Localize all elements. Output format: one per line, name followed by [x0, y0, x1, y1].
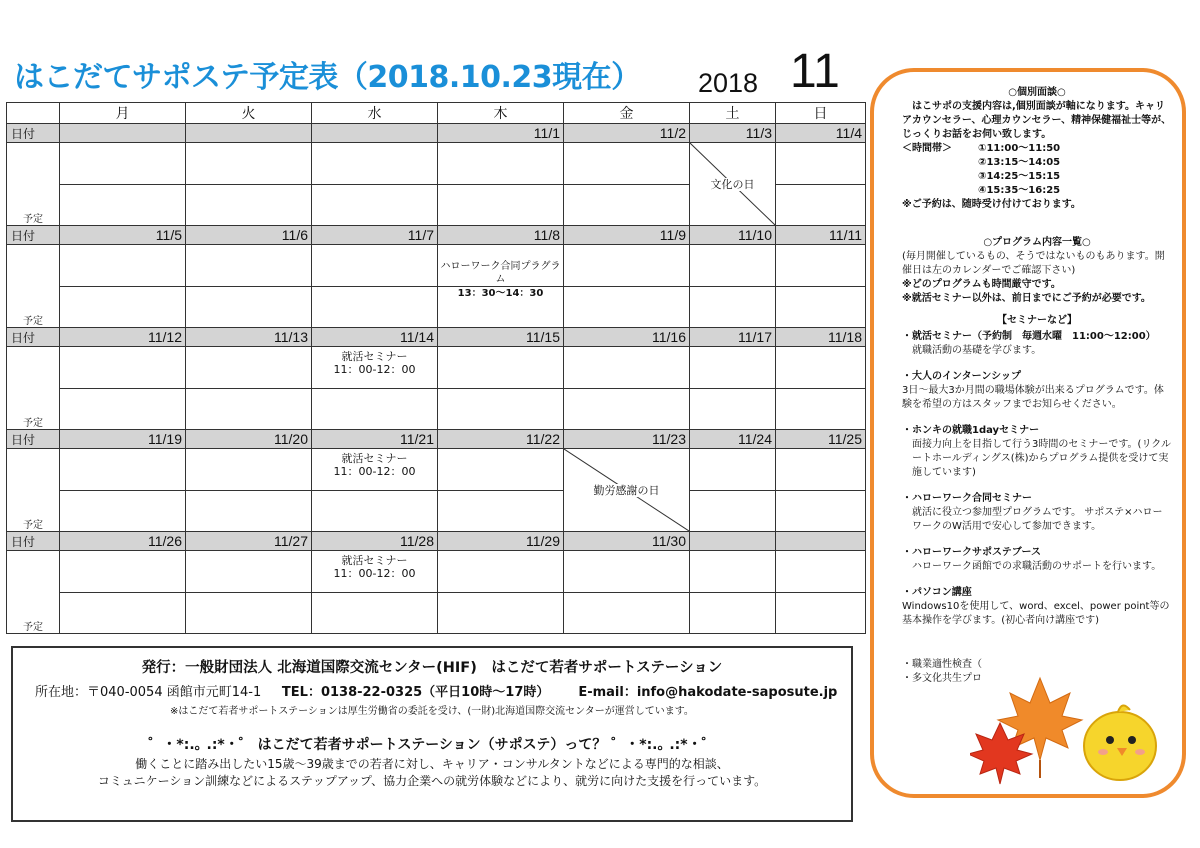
plan-cell-upper: [776, 551, 866, 593]
weekday-mon: 月: [60, 103, 186, 124]
date-sat: 11/17: [690, 328, 776, 347]
date-wed: [312, 124, 438, 143]
address: 所在地：〒040-0054 函館市元町14-1: [35, 685, 262, 700]
publisher-name: 発行：一般財団法人 北海道国際交流センター(HIF) はこだて若者サポートステーション: [141, 660, 723, 676]
plan-row: [7, 143, 866, 185]
program-item-desc: 就活に役立つ参加型プログラムです。 サポステ×ハローワークのW活用で安心して参加できます。: [912, 507, 1163, 532]
plan-cell-lower: [564, 389, 690, 430]
date-row: [7, 430, 866, 449]
contact-line: [35, 681, 837, 700]
plan-label: 予定: [7, 347, 60, 430]
plan-cell-upper: [186, 347, 312, 389]
plan-cell-lower: [186, 185, 312, 226]
date-fri: 11/16: [564, 328, 690, 347]
month-label: 11: [790, 45, 840, 98]
date-sat: 11/3: [690, 124, 776, 143]
program-item-name: ・就活セミナー（予約制 毎週水曜 11:00～12:00）: [902, 331, 1156, 342]
date-thu: 11/1: [438, 124, 564, 143]
plan-cell-lower: [564, 287, 690, 328]
date-row: [7, 124, 866, 143]
about-line-1: 働くことに踏み出したい15歳～39歳までの若者に対し、キャリア・コンサルタントなどによる専門的な相談、: [135, 757, 729, 771]
plan-row-lower: [7, 287, 866, 328]
date-sun: 11/11: [776, 226, 866, 245]
event-time: 11：00-12：00: [333, 465, 416, 478]
program-item-desc: 面接力向上を目指して行う3時間のセミナーです。(リクルートホールディングス(株)からプログラム提供を受けて実施しています): [912, 439, 1171, 478]
date-row: [7, 226, 866, 245]
program-item: [902, 370, 1172, 412]
plan-cell-upper: [60, 551, 186, 593]
plan-cell-upper: [690, 245, 776, 287]
plan-cell-upper: [438, 449, 564, 491]
page-title: はこだてサポステ予定表（2018.10.23現在）: [14, 60, 641, 95]
date-wed: 11/7: [312, 226, 438, 245]
plan-cell-upper: [438, 245, 564, 287]
event-time: 11：00-12：00: [333, 363, 416, 376]
seminar-heading: 【セミナーなど】: [997, 315, 1077, 326]
plan-cell-lower: [776, 389, 866, 430]
interview-title: ○個別面談○: [1008, 87, 1066, 98]
date-wed: 11/14: [312, 328, 438, 347]
program-title: ○プログラム内容一覧○: [983, 237, 1091, 248]
plan-row-lower: [7, 491, 866, 532]
aptitude-test-item: ・職業適性検査（: [902, 659, 982, 670]
plan-cell-upper: [564, 245, 690, 287]
date-thu: 11/29: [438, 532, 564, 551]
weekday-thu: 木: [438, 103, 564, 124]
publisher-info-box: [11, 646, 853, 822]
slot-4: ④15:35～16:25: [978, 185, 1061, 196]
plan-cell-lower: [438, 593, 564, 634]
program-item: [902, 546, 1172, 574]
event-name: 就活セミナー: [341, 554, 408, 567]
plan-cell-lower: [186, 593, 312, 634]
holiday-name: 文化の日: [710, 178, 755, 191]
plan-cell-lower: [60, 593, 186, 634]
plan-cell-lower: [60, 491, 186, 532]
plan-cell-lower: [690, 593, 776, 634]
interview-section: [902, 86, 1172, 212]
date-sat: 11/24: [690, 430, 776, 449]
plan-row: [7, 347, 866, 389]
corner-cell: [7, 103, 60, 124]
date-fri: 11/9: [564, 226, 690, 245]
program-item-name: ・ハローワーク合同セミナー: [902, 493, 1032, 504]
plan-row: [7, 245, 866, 287]
program-section: [902, 236, 1172, 686]
weekday-fri: 金: [564, 103, 690, 124]
date-thu: 11/8: [438, 226, 564, 245]
plan-cell-lower: [438, 287, 564, 328]
plan-cell-lower: [776, 593, 866, 634]
plan-cell-upper: [60, 449, 186, 491]
plan-row: [7, 449, 866, 491]
slot-1: ①11:00～11:50: [978, 143, 1061, 154]
time-slots: [902, 142, 1172, 198]
program-note-2: ※どのプログラムも時間厳守です。: [902, 279, 1061, 290]
plan-cell-upper: [776, 347, 866, 389]
date-label: 日付: [7, 532, 60, 551]
event-time: 11：00-12：00: [333, 567, 416, 580]
plan-cell-upper: [776, 449, 866, 491]
plan-cell-upper: [312, 347, 438, 389]
plan-cell-lower: [564, 593, 690, 634]
plan-label: 予定: [7, 245, 60, 328]
date-thu: 11/15: [438, 328, 564, 347]
plan-cell-upper: [186, 551, 312, 593]
plan-cell-upper: [312, 143, 438, 185]
date-thu: 11/22: [438, 430, 564, 449]
program-item-name: ・パソコン講座: [902, 587, 972, 598]
date-sun: 11/18: [776, 328, 866, 347]
plan-cell-lower: [776, 185, 866, 226]
plan-cell-lower: [776, 491, 866, 532]
plan-cell-lower: [60, 185, 186, 226]
event-name: ハローワーク合同プラグラム: [440, 261, 561, 285]
plan-cell-upper: [312, 551, 438, 593]
program-item: [902, 586, 1172, 628]
program-note-3: ※就活セミナー以外は、前日までにご予約が必要です。: [902, 293, 1151, 304]
time-label: ＜時間帯＞: [902, 143, 952, 154]
info-sidebar: [870, 68, 1186, 798]
plan-cell-lower: [438, 389, 564, 430]
plan-cell-upper: [186, 245, 312, 287]
event-time: 13：30～14：30: [457, 288, 544, 299]
date-row: [7, 532, 866, 551]
holiday-name: 勤労感謝の日: [593, 484, 660, 497]
program-item-desc: Windows10を使用して、word、excel、power point等の基本操作を学びます。(初心者向け講座です): [902, 601, 1170, 626]
date-label: 日付: [7, 124, 60, 143]
weekday-tue: 火: [186, 103, 312, 124]
weekday-sat: 土: [690, 103, 776, 124]
plan-cell-upper: [60, 347, 186, 389]
date-sat: 11/10: [690, 226, 776, 245]
program-note-1: (毎月開催しているもの、そうではないものもあります。開催日は左のカレンダーでご確認下さい): [902, 251, 1165, 276]
plan-cell-upper: [312, 449, 438, 491]
plan-label: 予定: [7, 551, 60, 634]
plan-cell-upper: [186, 449, 312, 491]
date-mon: [60, 124, 186, 143]
plan-cell-lower: [690, 389, 776, 430]
plan-cell-lower: [186, 389, 312, 430]
program-item-name: ・大人のインターンシップ: [902, 371, 1021, 382]
date-label: 日付: [7, 226, 60, 245]
plan-cell-upper: [312, 245, 438, 287]
program-item-desc: ハローワーク函館での求職活動のサポートを行います。: [912, 561, 1162, 572]
date-row: [7, 328, 866, 347]
event-name: 就活セミナー: [341, 350, 408, 363]
plan-cell-lower: [60, 389, 186, 430]
plan-cell-upper: [564, 143, 690, 185]
plan-cell-upper: [690, 551, 776, 593]
reserve-note: ※ご予約は、随時受け付けております。: [902, 199, 1081, 210]
date-wed: 11/28: [312, 532, 438, 551]
plan-cell-lower: [312, 389, 438, 430]
date-tue: 11/6: [186, 226, 312, 245]
plan-cell-upper: [438, 551, 564, 593]
plan-cell-upper: [438, 143, 564, 185]
plan-cell-upper: [690, 347, 776, 389]
date-sun: 11/4: [776, 124, 866, 143]
plan-row: [7, 551, 866, 593]
plan-cell-lower: [186, 287, 312, 328]
date-mon: 11/12: [60, 328, 186, 347]
plan-cell-lower: [312, 491, 438, 532]
plan-cell-lower: [438, 491, 564, 532]
autumn-leaves-chick-illustration: [970, 668, 1170, 788]
multicultural-item: ・多文化共生プロ: [902, 673, 982, 684]
plan-cell-upper: [60, 143, 186, 185]
email[interactable]: E-mail：info@hakodate-saposute.jp: [578, 685, 838, 700]
date-wed: 11/21: [312, 430, 438, 449]
date-mon: 11/5: [60, 226, 186, 245]
program-item: [902, 492, 1172, 534]
plan-cell-upper: [564, 551, 690, 593]
chick-icon: [1084, 705, 1156, 780]
plan-row-lower: [7, 593, 866, 634]
program-item-name: ・ホンキの就職1dayセミナー: [902, 425, 1040, 436]
weekday-wed: 水: [312, 103, 438, 124]
program-item-desc: 就職活動の基礎を学びます。: [912, 345, 1042, 356]
tel: TEL：0138-22-0325（平日10時～17時）: [281, 685, 550, 700]
date-tue: 11/20: [186, 430, 312, 449]
date-label: 日付: [7, 328, 60, 347]
date-fri: 11/2: [564, 124, 690, 143]
plan-cell-upper: [438, 347, 564, 389]
plan-cell-upper: [564, 347, 690, 389]
plan-cell-upper: [690, 143, 776, 226]
about-line-2: コミュニケーション訓練などによるステップアップ、協力企業への就労体験などにより、就労に向けた支援を行っています。: [97, 774, 767, 788]
date-tue: 11/27: [186, 532, 312, 551]
operator-note: ※はこだて若者サポートステーションは厚生労働省の委託を受け、(一財)北海道国際交流センターが運営しています。: [170, 706, 694, 717]
date-sun: 11/25: [776, 430, 866, 449]
plan-cell-upper: [776, 245, 866, 287]
plan-cell-upper: [690, 449, 776, 491]
program-item-desc: 3日～最大3か月間の職場体験が出来るプログラムです。体験を希望の方はスタッフまでお知らせください。: [902, 385, 1164, 410]
date-tue: 11/13: [186, 328, 312, 347]
year-label: 2018: [698, 68, 759, 98]
date-tue: [186, 124, 312, 143]
plan-cell-upper: [186, 143, 312, 185]
program-item-name: ・ハローワークサポステブース: [902, 547, 1041, 558]
date-fri: 11/23: [564, 430, 690, 449]
date-sat: [690, 532, 776, 551]
about-description: [13, 756, 851, 790]
weekday-header-row: [7, 103, 866, 124]
plan-row-lower: [7, 389, 866, 430]
date-sun: [776, 532, 866, 551]
program-item: [902, 424, 1172, 480]
about-heading: ゜・*:.｡ .:*・゜ はこだて若者サポートステーション（サポステ）って？ ゜・*:.｡ .:*・゜: [148, 737, 716, 753]
plan-cell-upper: [776, 143, 866, 185]
plan-cell-lower: [312, 287, 438, 328]
plan-cell-lower: [312, 593, 438, 634]
event-name: 就活セミナー: [341, 452, 408, 465]
plan-cell-upper: [60, 245, 186, 287]
plan-label: 予定: [7, 449, 60, 532]
date-label: 日付: [7, 430, 60, 449]
program-item: [902, 330, 1172, 358]
plan-cell-lower: [564, 185, 690, 226]
plan-cell-upper: [564, 449, 690, 532]
plan-cell-lower: [186, 491, 312, 532]
plan-cell-lower: [312, 185, 438, 226]
weekday-sun: 日: [776, 103, 866, 124]
plan-label: 予定: [7, 143, 60, 226]
plan-cell-lower: [776, 287, 866, 328]
slot-2: ②13:15～14:05: [978, 157, 1061, 168]
plan-cell-lower: [60, 287, 186, 328]
date-fri: 11/30: [564, 532, 690, 551]
schedule-calendar: [6, 102, 866, 634]
date-mon: 11/19: [60, 430, 186, 449]
date-mon: 11/26: [60, 532, 186, 551]
interview-text: はこサポの支援内容は,個別面談が軸になります。キャリアカウンセラー、心理カウンセラー、精神保健福祉士等が、じっくりお話をお伺い致します。: [902, 101, 1172, 140]
plan-cell-lower: [690, 287, 776, 328]
plan-cell-lower: [690, 491, 776, 532]
plan-cell-lower: [438, 185, 564, 226]
slot-3: ③14:25～15:15: [978, 171, 1061, 182]
